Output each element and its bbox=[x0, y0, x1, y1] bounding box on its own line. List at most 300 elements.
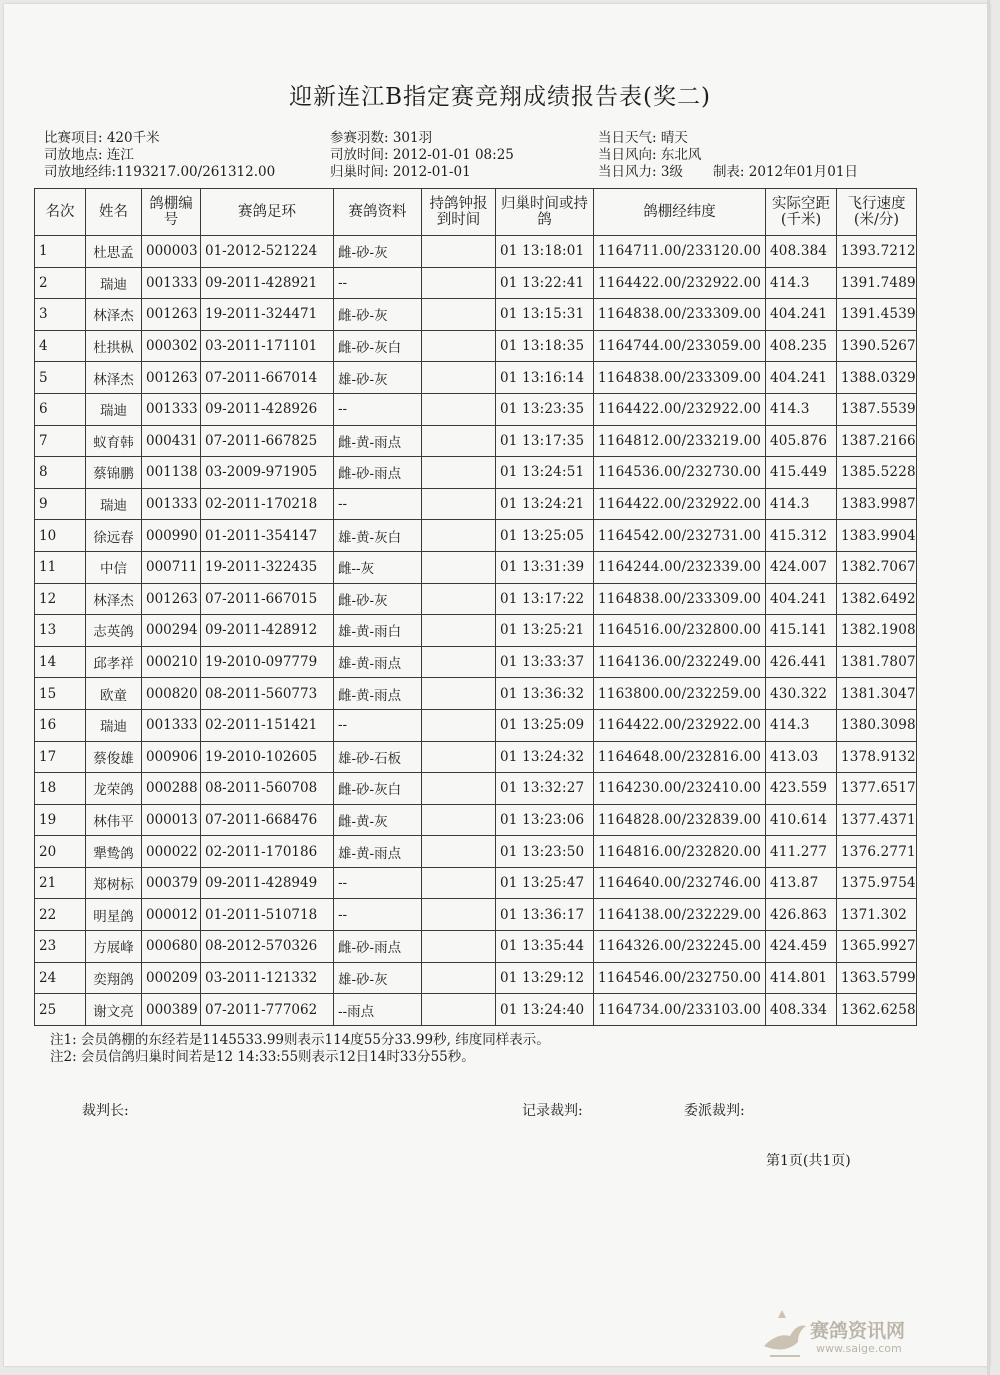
cell-distance: 411.277 bbox=[766, 836, 837, 868]
table-row bbox=[35, 709, 917, 741]
cell-ring: 03-2011-171101 bbox=[201, 330, 334, 362]
cell-bird-info: --雨点 bbox=[334, 994, 422, 1026]
cell-coordinates: 1164422.00/232922.00 bbox=[594, 488, 766, 520]
cell-clock-time bbox=[422, 804, 496, 836]
cell-return-time: 01 13:36:32 bbox=[496, 678, 594, 710]
cell-speed: 1391.7489 bbox=[837, 267, 917, 299]
cell-speed: 1383.9904 bbox=[837, 520, 917, 552]
table-row bbox=[35, 457, 917, 489]
cell-loft-id: 000379 bbox=[142, 867, 201, 899]
cell-coordinates: 1164138.00/232229.00 bbox=[594, 899, 766, 931]
cell-loft-id: 000003 bbox=[142, 236, 201, 268]
cell-rank: 18 bbox=[35, 773, 86, 805]
cell-rank: 20 bbox=[35, 836, 86, 868]
cell-return-time: 01 13:18:35 bbox=[496, 330, 594, 362]
race-distance: 比赛项目: 420千米 bbox=[44, 130, 160, 146]
table-row bbox=[35, 393, 917, 425]
cell-loft-id: 001263 bbox=[142, 583, 201, 615]
cell-coordinates: 1164542.00/232731.00 bbox=[594, 520, 766, 552]
cell-speed: 1393.7212 bbox=[837, 236, 917, 268]
cell-return-time: 01 13:23:06 bbox=[496, 804, 594, 836]
cell-ring: 07-2011-777062 bbox=[201, 994, 334, 1026]
cell-name: 方展峰 bbox=[86, 931, 142, 963]
table-row bbox=[35, 678, 917, 710]
cell-coordinates: 1164640.00/232746.00 bbox=[594, 867, 766, 899]
cell-name: 林泽杰 bbox=[86, 583, 142, 615]
cell-clock-time bbox=[422, 362, 496, 394]
cell-distance: 413.87 bbox=[766, 867, 837, 899]
header-rank: 名次 bbox=[35, 189, 86, 236]
cell-rank: 3 bbox=[35, 299, 86, 331]
cell-loft-id: 000294 bbox=[142, 615, 201, 647]
table-row bbox=[35, 425, 917, 457]
cell-coordinates: 1164828.00/232839.00 bbox=[594, 804, 766, 836]
cell-rank: 19 bbox=[35, 804, 86, 836]
cell-coordinates: 1164422.00/232922.00 bbox=[594, 709, 766, 741]
cell-loft-id: 001333 bbox=[142, 393, 201, 425]
cell-rank: 22 bbox=[35, 899, 86, 931]
cell-ring: 09-2011-428912 bbox=[201, 615, 334, 647]
cell-distance: 415.141 bbox=[766, 615, 837, 647]
header-bird-info: 赛鸽资料 bbox=[334, 189, 422, 236]
cell-distance: 404.241 bbox=[766, 583, 837, 615]
release-time: 司放时间: 2012-01-01 08:25 bbox=[330, 147, 514, 163]
cell-coordinates: 1164744.00/233059.00 bbox=[594, 330, 766, 362]
cell-ring: 08-2011-560708 bbox=[201, 773, 334, 805]
cell-return-time: 01 13:29:12 bbox=[496, 962, 594, 994]
cell-bird-info: 雌-黄-雨点 bbox=[334, 678, 422, 710]
cell-distance: 414.3 bbox=[766, 393, 837, 425]
cell-return-time: 01 13:17:35 bbox=[496, 425, 594, 457]
cell-name: 瑞迪 bbox=[86, 709, 142, 741]
cell-loft-id: 000906 bbox=[142, 741, 201, 773]
cell-return-time: 01 13:24:40 bbox=[496, 994, 594, 1026]
cell-ring: 07-2011-668476 bbox=[201, 804, 334, 836]
cell-loft-id: 000431 bbox=[142, 425, 201, 457]
cell-distance: 413.03 bbox=[766, 741, 837, 773]
cell-ring: 02-2011-170186 bbox=[201, 836, 334, 868]
cell-name: 谢文亮 bbox=[86, 994, 142, 1026]
cell-loft-id: 000022 bbox=[142, 836, 201, 868]
note-1: 注1: 会员鸽棚的东经若是1145533.99则表示114度55分33.99秒, 纬度同样表示。 bbox=[50, 1032, 550, 1048]
cell-rank: 25 bbox=[35, 994, 86, 1026]
cell-distance: 414.3 bbox=[766, 267, 837, 299]
cell-clock-time bbox=[422, 931, 496, 963]
cell-coordinates: 1164816.00/232820.00 bbox=[594, 836, 766, 868]
cell-speed: 1390.5267 bbox=[837, 330, 917, 362]
record-judge-label: 记录裁判: bbox=[522, 1103, 583, 1119]
header-return-time: 归巢时间或持鸽 bbox=[496, 189, 594, 236]
watermark bbox=[760, 1306, 960, 1366]
cell-speed: 1381.7807 bbox=[837, 646, 917, 678]
return-date: 归巢时间: 2012-01-01 bbox=[330, 164, 471, 180]
cell-bird-info: 雄-黄-雨点 bbox=[334, 836, 422, 868]
cell-name: 中信 bbox=[86, 551, 142, 583]
cell-speed: 1376.2771 bbox=[837, 836, 917, 868]
cell-speed: 1387.2166 bbox=[837, 425, 917, 457]
table-row bbox=[35, 804, 917, 836]
cell-bird-info: -- bbox=[334, 267, 422, 299]
header-clock-time: 持鸽钟报到时间 bbox=[422, 189, 496, 236]
table-row bbox=[35, 773, 917, 805]
cell-name: 瑞迪 bbox=[86, 393, 142, 425]
header-speed: 飞行速度(米/分) bbox=[837, 189, 917, 236]
cell-bird-info: -- bbox=[334, 488, 422, 520]
cell-distance: 426.863 bbox=[766, 899, 837, 931]
cell-bird-info: 雌-黄-灰 bbox=[334, 804, 422, 836]
cell-loft-id: 000302 bbox=[142, 330, 201, 362]
table-row bbox=[35, 931, 917, 963]
entries-count: 参赛羽数: 301羽 bbox=[330, 130, 433, 146]
cell-coordinates: 1164136.00/232249.00 bbox=[594, 646, 766, 678]
cell-bird-info: -- bbox=[334, 393, 422, 425]
header-distance: 实际空距(千米) bbox=[766, 189, 837, 236]
cell-return-time: 01 13:24:51 bbox=[496, 457, 594, 489]
cell-rank: 21 bbox=[35, 867, 86, 899]
results-table bbox=[34, 188, 917, 1026]
cell-ring: 19-2010-102605 bbox=[201, 741, 334, 773]
cell-bird-info: 雄-黄-灰白 bbox=[334, 520, 422, 552]
cell-bird-info: 雄-砂-石板 bbox=[334, 741, 422, 773]
cell-distance: 415.449 bbox=[766, 457, 837, 489]
cell-rank: 6 bbox=[35, 393, 86, 425]
cell-loft-id: 001138 bbox=[142, 457, 201, 489]
header-ring: 赛鸽足环 bbox=[201, 189, 334, 236]
cell-return-time: 01 13:32:27 bbox=[496, 773, 594, 805]
cell-rank: 12 bbox=[35, 583, 86, 615]
cell-speed: 1385.5228 bbox=[837, 457, 917, 489]
table-row bbox=[35, 299, 917, 331]
release-coordinates: 司放地经纬:1193217.00/261312.00 bbox=[44, 164, 276, 180]
cell-bird-info: 雌-砂-灰白 bbox=[334, 773, 422, 805]
cell-bird-info: -- bbox=[334, 899, 422, 931]
cell-loft-id: 000210 bbox=[142, 646, 201, 678]
table-row bbox=[35, 994, 917, 1026]
cell-distance: 424.459 bbox=[766, 931, 837, 963]
cell-loft-id: 000711 bbox=[142, 551, 201, 583]
cell-rank: 15 bbox=[35, 678, 86, 710]
cell-name: 龙荣鸽 bbox=[86, 773, 142, 805]
cell-speed: 1388.0329 bbox=[837, 362, 917, 394]
table-row bbox=[35, 583, 917, 615]
table-row bbox=[35, 551, 917, 583]
cell-coordinates: 1164711.00/233120.00 bbox=[594, 236, 766, 268]
table-row bbox=[35, 488, 917, 520]
cell-ring: 09-2011-428926 bbox=[201, 393, 334, 425]
cell-return-time: 01 13:15:31 bbox=[496, 299, 594, 331]
cell-coordinates: 1164546.00/232750.00 bbox=[594, 962, 766, 994]
cell-name: 林泽杰 bbox=[86, 299, 142, 331]
table-row bbox=[35, 520, 917, 552]
header-coordinates: 鸽棚经纬度 bbox=[594, 189, 766, 236]
cell-distance: 405.876 bbox=[766, 425, 837, 457]
table-row bbox=[35, 362, 917, 394]
cell-distance: 426.441 bbox=[766, 646, 837, 678]
cell-rank: 14 bbox=[35, 646, 86, 678]
cell-return-time: 01 13:35:44 bbox=[496, 931, 594, 963]
cell-ring: 07-2011-667015 bbox=[201, 583, 334, 615]
cell-ring: 02-2011-151421 bbox=[201, 709, 334, 741]
cell-clock-time bbox=[422, 488, 496, 520]
cell-distance: 423.559 bbox=[766, 773, 837, 805]
cell-distance: 410.614 bbox=[766, 804, 837, 836]
cell-ring: 08-2011-560773 bbox=[201, 678, 334, 710]
cell-coordinates: 1164422.00/232922.00 bbox=[594, 267, 766, 299]
table-row bbox=[35, 646, 917, 678]
cell-speed: 1377.6517 bbox=[837, 773, 917, 805]
cell-ring: 09-2011-428949 bbox=[201, 867, 334, 899]
cell-speed: 1391.4539 bbox=[837, 299, 917, 331]
cell-return-time: 01 13:24:21 bbox=[496, 488, 594, 520]
cell-ring: 08-2012-570326 bbox=[201, 931, 334, 963]
cell-rank: 17 bbox=[35, 741, 86, 773]
cell-coordinates: 1164734.00/233103.00 bbox=[594, 994, 766, 1026]
cell-name: 奕翔鸽 bbox=[86, 962, 142, 994]
cell-clock-time bbox=[422, 236, 496, 268]
race-info-middle bbox=[330, 130, 514, 181]
cell-distance: 430.322 bbox=[766, 678, 837, 710]
cell-name: 明星鸽 bbox=[86, 899, 142, 931]
cell-name: 蔡锦鹏 bbox=[86, 457, 142, 489]
cell-clock-time bbox=[422, 678, 496, 710]
cell-rank: 10 bbox=[35, 520, 86, 552]
cell-bird-info: 雌--灰 bbox=[334, 551, 422, 583]
cell-name: 林泽杰 bbox=[86, 362, 142, 394]
race-info-left bbox=[44, 130, 275, 181]
cell-return-time: 01 13:25:05 bbox=[496, 520, 594, 552]
cell-name: 林伟平 bbox=[86, 804, 142, 836]
cell-bird-info: 雌-砂-雨点 bbox=[334, 457, 422, 489]
cell-name: 杜思孟 bbox=[86, 236, 142, 268]
cell-coordinates: 1164244.00/232339.00 bbox=[594, 551, 766, 583]
cell-loft-id: 000990 bbox=[142, 520, 201, 552]
cell-rank: 7 bbox=[35, 425, 86, 457]
cell-ring: 01-2011-510718 bbox=[201, 899, 334, 931]
note-2: 注2: 会员信鸽归巢时间若是12 14:33:55则表示12日14时33分55秒。 bbox=[50, 1049, 475, 1065]
cell-clock-time bbox=[422, 520, 496, 552]
cell-clock-time bbox=[422, 551, 496, 583]
header-loft-id: 鸽棚编号 bbox=[142, 189, 201, 236]
cell-distance: 424.007 bbox=[766, 551, 837, 583]
weather: 当日天气: 晴天 bbox=[598, 130, 688, 146]
cell-ring: 01-2012-521224 bbox=[201, 236, 334, 268]
cell-speed: 1371.302 bbox=[837, 899, 917, 931]
cell-name: 蔡俊雄 bbox=[86, 741, 142, 773]
cell-speed: 1381.3047 bbox=[837, 678, 917, 710]
cell-ring: 02-2011-170218 bbox=[201, 488, 334, 520]
cell-loft-id: 000013 bbox=[142, 804, 201, 836]
cell-bird-info: 雌-砂-灰 bbox=[334, 299, 422, 331]
cell-bird-info: 雌-黄-雨点 bbox=[334, 425, 422, 457]
chief-judge-label: 裁判长: bbox=[82, 1103, 129, 1119]
cell-bird-info: 雌-砂-灰 bbox=[334, 236, 422, 268]
table-row bbox=[35, 962, 917, 994]
cell-ring: 19-2010-097779 bbox=[201, 646, 334, 678]
cell-loft-id: 001263 bbox=[142, 362, 201, 394]
cell-name: 瑞迪 bbox=[86, 488, 142, 520]
cell-rank: 8 bbox=[35, 457, 86, 489]
cell-coordinates: 1164838.00/233309.00 bbox=[594, 299, 766, 331]
cell-rank: 2 bbox=[35, 267, 86, 299]
cell-speed: 1382.7067 bbox=[837, 551, 917, 583]
cell-ring: 07-2011-667825 bbox=[201, 425, 334, 457]
cell-speed: 1382.6492 bbox=[837, 583, 917, 615]
cell-speed: 1383.9987 bbox=[837, 488, 917, 520]
cell-loft-id: 000680 bbox=[142, 931, 201, 963]
cell-return-time: 01 13:23:35 bbox=[496, 393, 594, 425]
assigned-judge-label: 委派裁判: bbox=[684, 1103, 745, 1119]
cell-clock-time bbox=[422, 267, 496, 299]
cell-loft-id: 000209 bbox=[142, 962, 201, 994]
cell-coordinates: 1164536.00/232730.00 bbox=[594, 457, 766, 489]
cell-loft-id: 000389 bbox=[142, 994, 201, 1026]
cell-ring: 03-2009-971905 bbox=[201, 457, 334, 489]
cell-rank: 24 bbox=[35, 962, 86, 994]
cell-ring: 19-2011-324471 bbox=[201, 299, 334, 331]
wind-force: 当日风力: 3级 制表: 2012年01月01日 bbox=[598, 164, 858, 180]
release-location: 司放地点: 连江 bbox=[44, 147, 134, 163]
table-row bbox=[35, 867, 917, 899]
cell-ring: 07-2011-667014 bbox=[201, 362, 334, 394]
cell-clock-time bbox=[422, 994, 496, 1026]
cell-clock-time bbox=[422, 962, 496, 994]
cell-ring: 09-2011-428921 bbox=[201, 267, 334, 299]
cell-name: 志英鸽 bbox=[86, 615, 142, 647]
cell-return-time: 01 13:24:32 bbox=[496, 741, 594, 773]
cell-speed: 1380.3098 bbox=[837, 709, 917, 741]
cell-rank: 23 bbox=[35, 931, 86, 963]
cell-loft-id: 001263 bbox=[142, 299, 201, 331]
cell-return-time: 01 13:17:22 bbox=[496, 583, 594, 615]
cell-rank: 16 bbox=[35, 709, 86, 741]
cell-distance: 415.312 bbox=[766, 520, 837, 552]
cell-coordinates: 1164838.00/233309.00 bbox=[594, 583, 766, 615]
cell-return-time: 01 13:25:21 bbox=[496, 615, 594, 647]
cell-rank: 13 bbox=[35, 615, 86, 647]
cell-coordinates: 1163800.00/232259.00 bbox=[594, 678, 766, 710]
cell-return-time: 01 13:33:37 bbox=[496, 646, 594, 678]
cell-name: 犟鸷鸽 bbox=[86, 836, 142, 868]
cell-clock-time bbox=[422, 425, 496, 457]
cell-bird-info: -- bbox=[334, 709, 422, 741]
page-number: 第1页(共1页) bbox=[766, 1153, 851, 1169]
cell-speed: 1382.1908 bbox=[837, 615, 917, 647]
cell-bird-info: 雄-砂-灰 bbox=[334, 362, 422, 394]
cell-coordinates: 1164838.00/233309.00 bbox=[594, 362, 766, 394]
table-row bbox=[35, 741, 917, 773]
cell-name: 杜拱枞 bbox=[86, 330, 142, 362]
cell-clock-time bbox=[422, 709, 496, 741]
cell-clock-time bbox=[422, 393, 496, 425]
watermark-url: www.saige.com bbox=[816, 1342, 902, 1355]
cell-speed: 1387.5539 bbox=[837, 393, 917, 425]
cell-distance: 414.801 bbox=[766, 962, 837, 994]
table-row bbox=[35, 836, 917, 868]
cell-return-time: 01 13:16:14 bbox=[496, 362, 594, 394]
cell-loft-id: 000820 bbox=[142, 678, 201, 710]
table-row bbox=[35, 267, 917, 299]
cell-name: 郑树标 bbox=[86, 867, 142, 899]
watermark-name: 赛鸽资讯网 bbox=[810, 1320, 906, 1342]
cell-clock-time bbox=[422, 330, 496, 362]
cell-bird-info: 雄-黄-雨白 bbox=[334, 615, 422, 647]
cell-ring: 19-2011-322435 bbox=[201, 551, 334, 583]
cell-ring: 03-2011-121332 bbox=[201, 962, 334, 994]
cell-name: 瑞迪 bbox=[86, 267, 142, 299]
cell-coordinates: 1164326.00/232245.00 bbox=[594, 931, 766, 963]
cell-ring: 01-2011-354147 bbox=[201, 520, 334, 552]
cell-bird-info: 雄-砂-灰 bbox=[334, 962, 422, 994]
cell-name: 欧童 bbox=[86, 678, 142, 710]
cell-coordinates: 1164230.00/232410.00 bbox=[594, 773, 766, 805]
cell-clock-time bbox=[422, 773, 496, 805]
cell-rank: 5 bbox=[35, 362, 86, 394]
cell-return-time: 01 13:31:39 bbox=[496, 551, 594, 583]
page-edge bbox=[987, 0, 990, 1375]
cell-clock-time bbox=[422, 457, 496, 489]
cell-coordinates: 1164516.00/232800.00 bbox=[594, 615, 766, 647]
cell-rank: 1 bbox=[35, 236, 86, 268]
cell-clock-time bbox=[422, 836, 496, 868]
cell-clock-time bbox=[422, 741, 496, 773]
cell-rank: 4 bbox=[35, 330, 86, 362]
table-header-row bbox=[35, 189, 917, 236]
cell-return-time: 01 13:25:47 bbox=[496, 867, 594, 899]
cell-loft-id: 000288 bbox=[142, 773, 201, 805]
cell-coordinates: 1164422.00/232922.00 bbox=[594, 393, 766, 425]
cell-clock-time bbox=[422, 583, 496, 615]
cell-bird-info: -- bbox=[334, 867, 422, 899]
cell-distance: 408.235 bbox=[766, 330, 837, 362]
cell-speed: 1377.4371 bbox=[837, 804, 917, 836]
table-row bbox=[35, 899, 917, 931]
cell-name: 蚁育韩 bbox=[86, 425, 142, 457]
cell-clock-time bbox=[422, 615, 496, 647]
cell-distance: 408.334 bbox=[766, 994, 837, 1026]
cell-rank: 11 bbox=[35, 551, 86, 583]
table-row bbox=[35, 615, 917, 647]
cell-distance: 408.384 bbox=[766, 236, 837, 268]
cell-distance: 404.241 bbox=[766, 299, 837, 331]
cell-clock-time bbox=[422, 299, 496, 331]
pigeon-logo-icon bbox=[760, 1306, 808, 1364]
table-row bbox=[35, 236, 917, 268]
cell-coordinates: 1164812.00/233219.00 bbox=[594, 425, 766, 457]
cell-bird-info: 雌-砂-雨点 bbox=[334, 931, 422, 963]
cell-loft-id: 000012 bbox=[142, 899, 201, 931]
cell-distance: 404.241 bbox=[766, 362, 837, 394]
cell-distance: 414.3 bbox=[766, 488, 837, 520]
cell-bird-info: 雄-黄-雨点 bbox=[334, 646, 422, 678]
cell-speed: 1375.9754 bbox=[837, 867, 917, 899]
table-row bbox=[35, 330, 917, 362]
cell-clock-time bbox=[422, 899, 496, 931]
notes bbox=[50, 1032, 550, 1066]
cell-return-time: 01 13:25:09 bbox=[496, 709, 594, 741]
cell-name: 徐远春 bbox=[86, 520, 142, 552]
cell-name: 邱孝祥 bbox=[86, 646, 142, 678]
header-name: 姓名 bbox=[86, 189, 142, 236]
cell-bird-info: 雌-砂-灰白 bbox=[334, 330, 422, 362]
cell-return-time: 01 13:36:17 bbox=[496, 899, 594, 931]
cell-speed: 1378.9132 bbox=[837, 741, 917, 773]
cell-speed: 1363.5799 bbox=[837, 962, 917, 994]
cell-loft-id: 001333 bbox=[142, 488, 201, 520]
cell-speed: 1362.6258 bbox=[837, 994, 917, 1026]
cell-clock-time bbox=[422, 867, 496, 899]
cell-rank: 9 bbox=[35, 488, 86, 520]
wind-direction: 当日风向: 东北风 bbox=[598, 147, 702, 163]
